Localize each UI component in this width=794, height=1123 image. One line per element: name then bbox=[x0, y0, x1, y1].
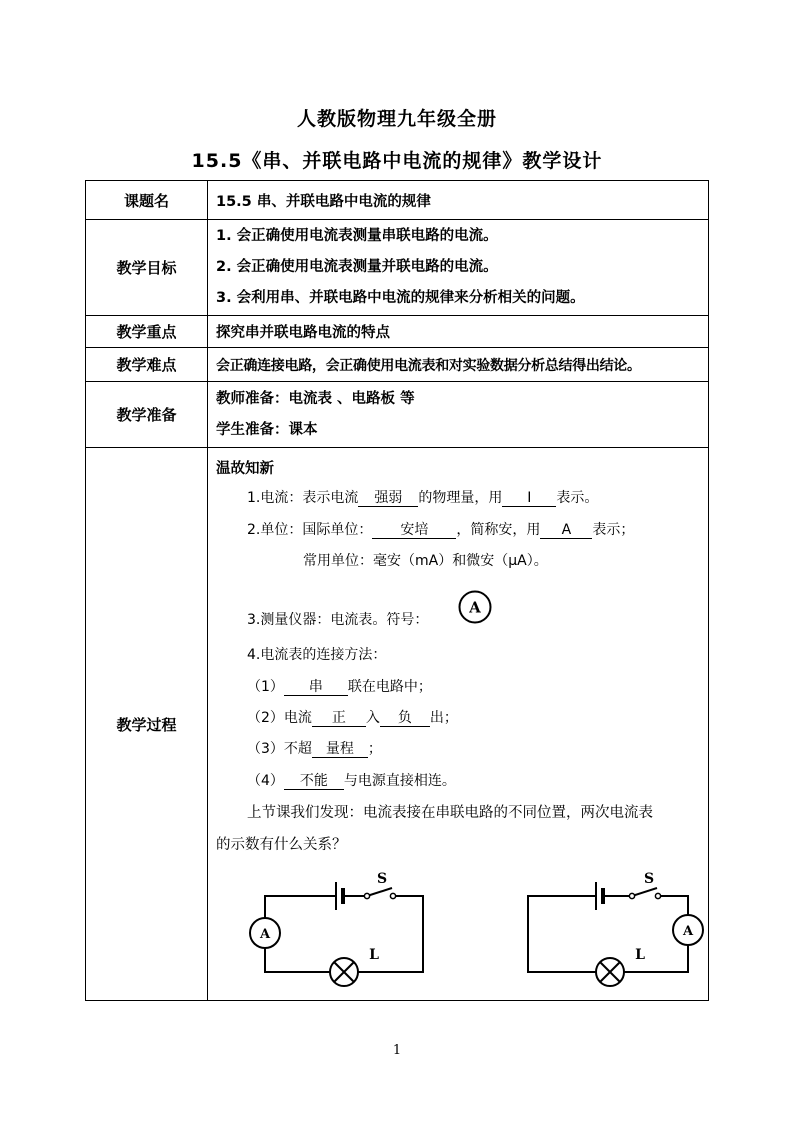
connection-rule-4: （4） 不能 与电源直接相连。 bbox=[247, 772, 456, 789]
question-text-continued: 的示数有什么关系？ bbox=[216, 836, 347, 853]
svg-text:A: A bbox=[259, 927, 271, 942]
series-circuit-left-diagram bbox=[240, 862, 440, 992]
connection-rule-1: （1） 串 联在电路中； bbox=[247, 678, 432, 695]
table-row bbox=[86, 316, 709, 348]
preparation-label: 教学准备 bbox=[86, 382, 208, 448]
blank-answer: 串 bbox=[284, 679, 348, 696]
battery-icon bbox=[596, 882, 603, 910]
ammeter-symbol-icon bbox=[458, 590, 492, 624]
table-row bbox=[86, 181, 709, 220]
common-units: 常用单位：毫安（mA）和微安（μA）。 bbox=[303, 552, 548, 569]
goals-label: 教学目标 bbox=[86, 220, 208, 316]
svg-text:A: A bbox=[682, 924, 694, 939]
document-subtitle: 15.5《串、并联电路中电流的规律》教学设计 bbox=[191, 150, 603, 172]
svg-text:L: L bbox=[635, 947, 645, 963]
difficulty-value: 会正确连接电路，会正确使用电流表和对实验数据分析总结得出结论。 bbox=[208, 348, 709, 382]
connection-rule-3: （3）不超 量程 ； bbox=[247, 740, 382, 757]
goal-item: 2. 会正确使用电流表测量并联电路的电流。 bbox=[216, 259, 498, 275]
student-preparation: 学生准备：课本 bbox=[216, 421, 318, 438]
lamp-icon bbox=[330, 947, 379, 986]
question-text: 上节课我们发现：电流表接在串联电路的不同位置，两次电流表 bbox=[247, 804, 653, 821]
ammeter-icon bbox=[673, 915, 703, 945]
measuring-instrument: 3.测量仪器：电流表。符号： bbox=[247, 611, 429, 628]
topic-label: 课题名 bbox=[86, 181, 208, 220]
blank-answer: A bbox=[540, 522, 592, 539]
battery-icon bbox=[336, 882, 343, 910]
svg-text:S: S bbox=[376, 871, 388, 887]
ammeter-icon bbox=[250, 918, 280, 948]
key-point-label: 教学重点 bbox=[86, 316, 208, 348]
current-unit: 2.单位：国际单位： 安培 ，简称安，用 A 表示； bbox=[247, 521, 635, 538]
series-circuit-right-diagram bbox=[510, 862, 710, 992]
key-point-value: 探究串并联电路电流的特点 bbox=[208, 316, 709, 348]
switch-icon bbox=[364, 871, 395, 899]
blank-answer: 安培 bbox=[372, 522, 456, 539]
document-title: 人教版物理九年级全册 bbox=[296, 108, 497, 130]
svg-text:S: S bbox=[643, 871, 655, 887]
preparation-value bbox=[208, 382, 709, 448]
connection-rule-2: （2）电流 正 入 负 出； bbox=[247, 709, 458, 726]
table-row bbox=[86, 220, 709, 316]
page-number: 1 bbox=[392, 1043, 402, 1058]
teacher-preparation: 教师准备：电流表 、电路板 等 bbox=[216, 390, 415, 407]
svg-text:L: L bbox=[369, 947, 379, 963]
table-row bbox=[86, 348, 709, 382]
blank-answer: 正 bbox=[312, 710, 366, 727]
goal-item: 3. 会利用串、并联电路中电流的规律来分析相关的问题。 bbox=[216, 290, 585, 306]
svg-text:A: A bbox=[469, 598, 481, 617]
process-label: 教学过程 bbox=[86, 448, 208, 1001]
difficulty-label: 教学难点 bbox=[86, 348, 208, 382]
blank-answer: 量程 bbox=[312, 741, 368, 758]
topic-value: 15.5 串、并联电路中电流的规律 bbox=[208, 181, 709, 220]
blank-answer: 负 bbox=[380, 710, 430, 727]
process-heading: 温故知新 bbox=[216, 460, 274, 477]
goals-value bbox=[208, 220, 709, 316]
current-definition: 1.电流：表示电流 强弱 的物理量，用 I 表示。 bbox=[247, 489, 599, 506]
blank-answer: 不能 bbox=[284, 773, 344, 790]
blank-answer: I bbox=[502, 490, 556, 507]
goal-item: 1. 会正确使用电流表测量串联电路的电流。 bbox=[216, 228, 498, 244]
blank-answer: 强弱 bbox=[358, 490, 418, 507]
table-row bbox=[86, 382, 709, 448]
lamp-icon bbox=[596, 947, 645, 986]
switch-icon bbox=[629, 871, 660, 899]
connection-method-heading: 4.电流表的连接方法： bbox=[247, 646, 387, 663]
